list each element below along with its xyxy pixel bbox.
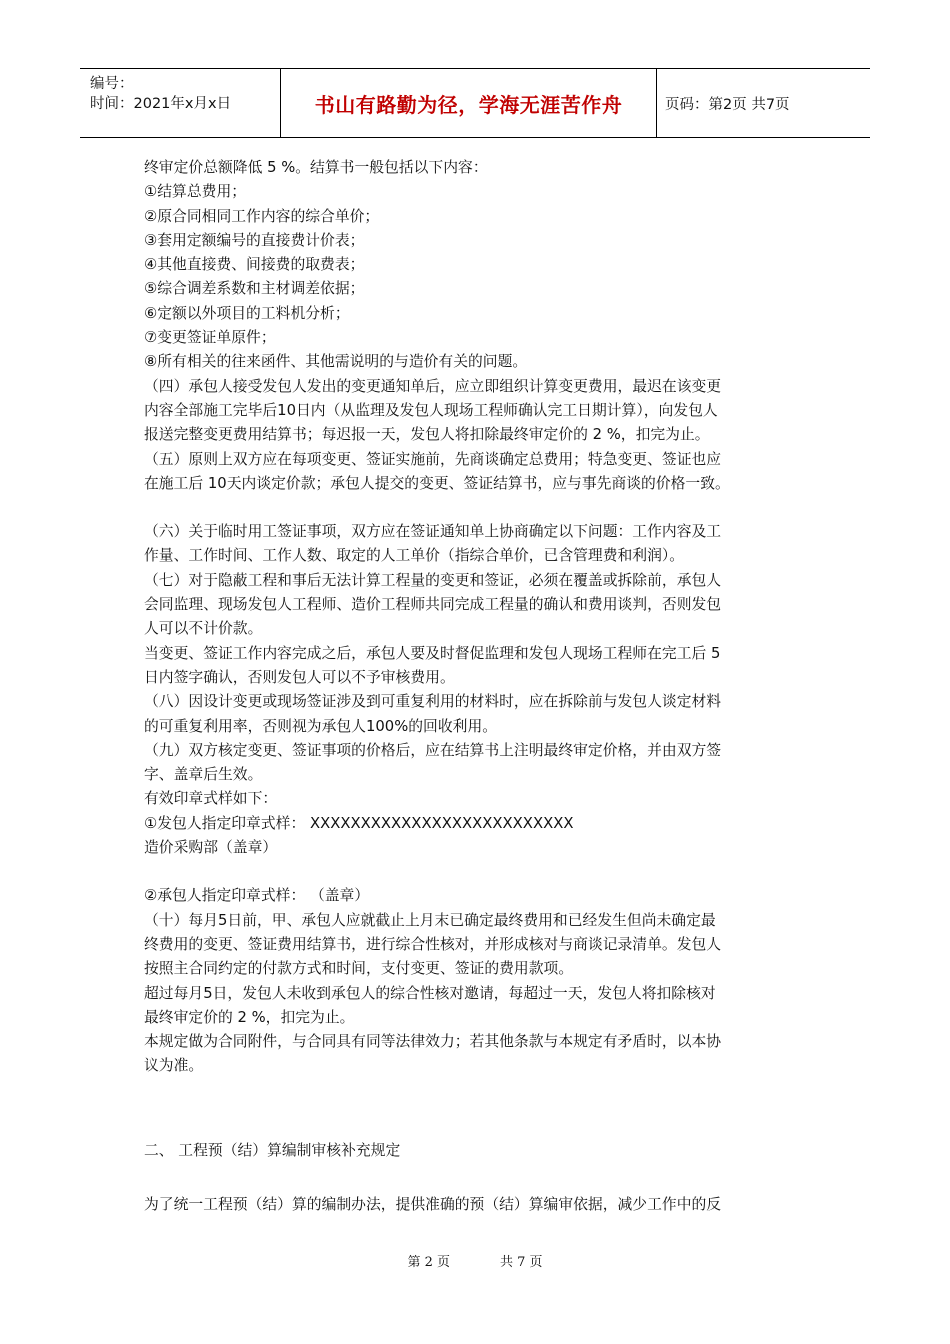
body-line: 人可以不计价款。	[144, 620, 263, 638]
page-footer	[0, 1251, 950, 1270]
body-line: ②原合同相同工作内容的综合单价；	[144, 207, 380, 225]
header-motto: 书山有路勤为径，学海无涯苦作舟	[281, 69, 657, 137]
document-body	[144, 156, 820, 1217]
body-line: 本规定做为合同附件，与合同具有同等法律效力；若其他条款与本规定有矛盾时，以本协	[144, 1033, 722, 1051]
body-line: ②承包人指定印章式样： （盖章）	[144, 887, 370, 905]
body-line: 有效印章式样如下：	[144, 790, 278, 808]
body-line: （五）原则上双方应在每项变更、签证实施前，先商谈确定总费用；特急变更、签证也应	[144, 450, 722, 468]
body-line: ①结算总费用；	[144, 183, 247, 201]
body-line: 作量、工作时间、工作人数、取定的人工单价（指综合单价，已含管理费和利润）。	[144, 547, 685, 565]
body-line: 会同监理、现场发包人工程师、造价工程师共同完成工程量的确认和费用谈判，否则发包	[144, 596, 722, 614]
body-line: 报送完整变更费用结算书；每迟报一天，发包人将扣除最终审定价的 2 %，扣完为止。	[144, 426, 710, 444]
body-line: （七）对于隐蔽工程和事后无法计算工程量的变更和签证，必须在覆盖或拆除前，承包人	[144, 571, 722, 589]
page-header	[80, 68, 870, 138]
body-line: ③套用定额编号的直接费计价表；	[144, 231, 365, 249]
footer-page-number: 第 2 页	[407, 1255, 450, 1270]
footer-page-total: 共 7 页	[500, 1255, 543, 1270]
body-line: （八）因设计变更或现场签证涉及到可重复利用的材料时，应在拆除前与发包人谈定材料	[144, 693, 722, 711]
body-line: ⑧所有相关的往来函件、其他需说明的与造价有关的问题。	[144, 353, 528, 371]
body-line: 终费用的变更、签证费用结算书，进行综合性核对，并形成核对与商谈记录清单。发包人	[144, 935, 722, 953]
body-line: 为了统一工程预（结）算的编制办法，提供准确的预（结）算编审依据，减少工作中的反	[144, 1195, 722, 1213]
body-line: （十）每月5日前，甲、承包人应就截止上月末已确定最终费用和已经发生但尚未确定最	[144, 911, 716, 929]
body-line: （六）关于临时用工签证事项，双方应在签证通知单上协商确定以下问题：工作内容及工	[144, 523, 722, 541]
body-line: 超过每月5日，发包人未收到承包人的综合性核对邀请，每超过一天，发包人将扣除核对	[144, 984, 716, 1002]
body-line: 议为准。	[144, 1057, 204, 1075]
body-line: 当变更、签证工作内容完成之后，承包人要及时督促监理和发包人现场工程师在完工后 5	[144, 644, 721, 662]
body-line: ①发包人指定印章式样： XXXXXXXXXXXXXXXXXXXXXXXXXX	[144, 814, 574, 832]
body-line: 最终审定价的 2 %，扣完为止。	[144, 1008, 355, 1026]
body-line: 的可重复利用率，否则视为承包人100%的回收利用。	[144, 717, 498, 735]
header-meta	[80, 69, 281, 137]
body-line: ⑦变更签证单原件；	[144, 329, 276, 347]
body-line: 字、盖章后生效。	[144, 766, 263, 784]
body-line: 日内签字确认，否则发包人可以不予审核费用。	[144, 668, 455, 686]
document-number-label: 编号：	[90, 76, 134, 92]
body-line: （四）承包人接受发包人发出的变更通知单后，应立即组织计算变更费用，最迟在该变更	[144, 377, 722, 395]
body-line: 造价采购部（盖章）	[144, 839, 278, 857]
body-line: 在施工后 10天内谈定价款；承包人提交的变更、签证结算书，应与事先商谈的价格一致。	[144, 474, 730, 492]
body-line: ⑤综合调差系数和主材调差依据；	[144, 280, 365, 298]
body-line: 按照主合同约定的付款方式和时间，支付变更、签证的费用款项。	[144, 960, 574, 978]
body-line: ④其他直接费、间接费的取费表；	[144, 256, 365, 274]
header-page-label: 页码：第2页 共7页	[665, 96, 790, 113]
body-line: （九）双方核定变更、签证事项的价格后，应在结算书上注明最终审定价格，并由双方签	[144, 741, 722, 759]
body-line: 内容全部施工完毕后10日内（从监理及发包人现场工程师确认完工日期计算），向发包人	[144, 401, 718, 419]
section-heading: 二、 工程预（结）算编制审核补充规定	[144, 1141, 401, 1159]
body-line: ⑥定额以外项目的工料机分析；	[144, 304, 350, 322]
document-time-label: 时间：2021年x月x日	[90, 96, 232, 112]
body-line: 终审定价总额降低 5 %。结算书一般包括以下内容：	[144, 159, 488, 176]
